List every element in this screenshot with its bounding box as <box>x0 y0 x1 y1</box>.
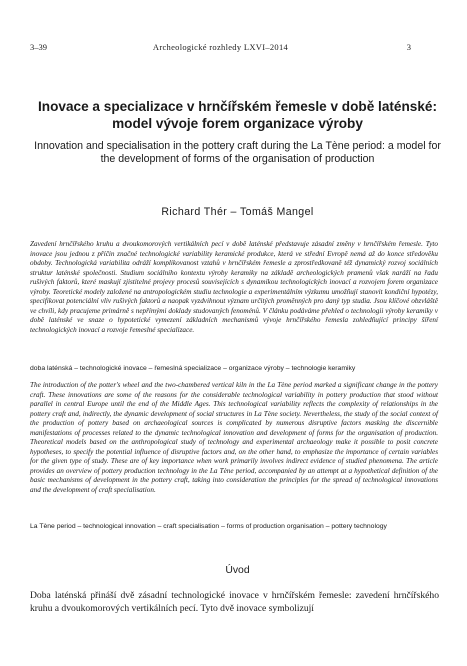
article-title: Inovace a specializace v hrnčířském řemesle v době laténské: model vývoje forem organizace výroby <box>38 99 437 131</box>
page-number: 3 <box>406 42 411 52</box>
section-heading-uvod: Úvod <box>225 565 250 576</box>
journal-name: Archeologické rozhledy LXVI–2014 <box>152 42 289 52</box>
running-header <box>30 42 411 54</box>
abstract-czech: Zavedení hrnčířského kruhu a dvoukomorových vertikálních pecí v době laténské představuje zásadní změny v hrnčířském řemesle. Tyto inovace jsou jednou z příčin značné technologické variability keramické produkce, která ve střední Evropě nemá až do konce středověku obdoby. Technologická variabilita odráží komplikovanost vztahů v hrnčířském řemesle a zprostředkovaně též dynamický rozvoj sociálních struktur laténské společnosti. Studium sociálního kontextu výroby keramiky na základě archeologických pramenů však naráží na řadu rušivých faktorů, které maskují zjistitelné projevy procesů souvisejících s dynamikou technologických inovací a rozvojem forem organizace výroby. Teoretické modely založené na antropologickém studiu technologie a experimentálním výzkumu umožňují stanovit kondiční hypotézy, specifikovat potenciální vliv rušivých faktorů a naopak vyzdvihnout význam určitých proměnných pro daný typ studia. Jsou klíčové obzvláště ve chvíli, kdy pracujeme primárně s nepřímými doklady studovaných fenoménů. V článku podáváme přehled o technologii výroby keramiky v době laténské ve snaze o hypotetické vymezení základních mechanismů vývoje hrnčířského řemesla zohledňující principy šíření technologických inovací a rozvoje řemeslné specializace. <box>30 240 438 334</box>
article-subtitle-english: Innovation and specialisation in the pottery craft during the La Tène period: a model for the development of forms of the organisation of production <box>34 140 441 165</box>
page-range: 3–39 <box>30 42 47 52</box>
abstract-english: The introduction of the potter's wheel and the two-chambered vertical kiln in the La Tène period marked a significant change in the pottery craft. These innovations are some of the reasons for the considerable technological variability in pottery production that stood without parallel in central Europe until the end of the Middle Ages. This technological variability reflects the complexity of relationships in the pottery craft and, indirectly, the dynamic development of social structures in La Tène society. Nevertheless, the study of the social context of the production of pottery based on archaeological sources is complicated by numerous disruptive factors masking the discernible manifestations of processes related to the dynamic technological innovation and development of forms for the organisation of production. Theoretical models based on the anthropological study of technology and experimental archaeology make it possible to posit concrete hypotheses, to specify the potential influence of disruptive factors and, on the other hand, to emphasize the importance of certain variables for the given type of study. These are of key importance when work primarily involves indirect evidence of studied phenomena. The article provides an overview of pottery production technology in the La Tène period, accompanied by an attempt at a hypothetical definition of the basic mechanisms of development in the pottery craft, taking into consideration the principles for the spread of technological innovations and the development of craft specialisation. <box>30 381 438 494</box>
article-authors: Richard Thér – Tomáš Mangel <box>161 206 314 218</box>
keywords-czech: doba laténská – technologické inovace – řemeslná specializace – organizace výroby – technologie keramiky <box>30 365 356 372</box>
body-paragraph: Doba laténská přináší dvě zásadní technologické inovace v hrnčířském řemesle: zavedení hrnčířského kruhu a dvoukomorových vertikálních pecí. Tyto dvě inovace symbolizují <box>30 590 439 614</box>
keywords-english: La Tène period – technological innovation – craft specialisation – forms of production organisation – pottery technology <box>30 523 387 530</box>
